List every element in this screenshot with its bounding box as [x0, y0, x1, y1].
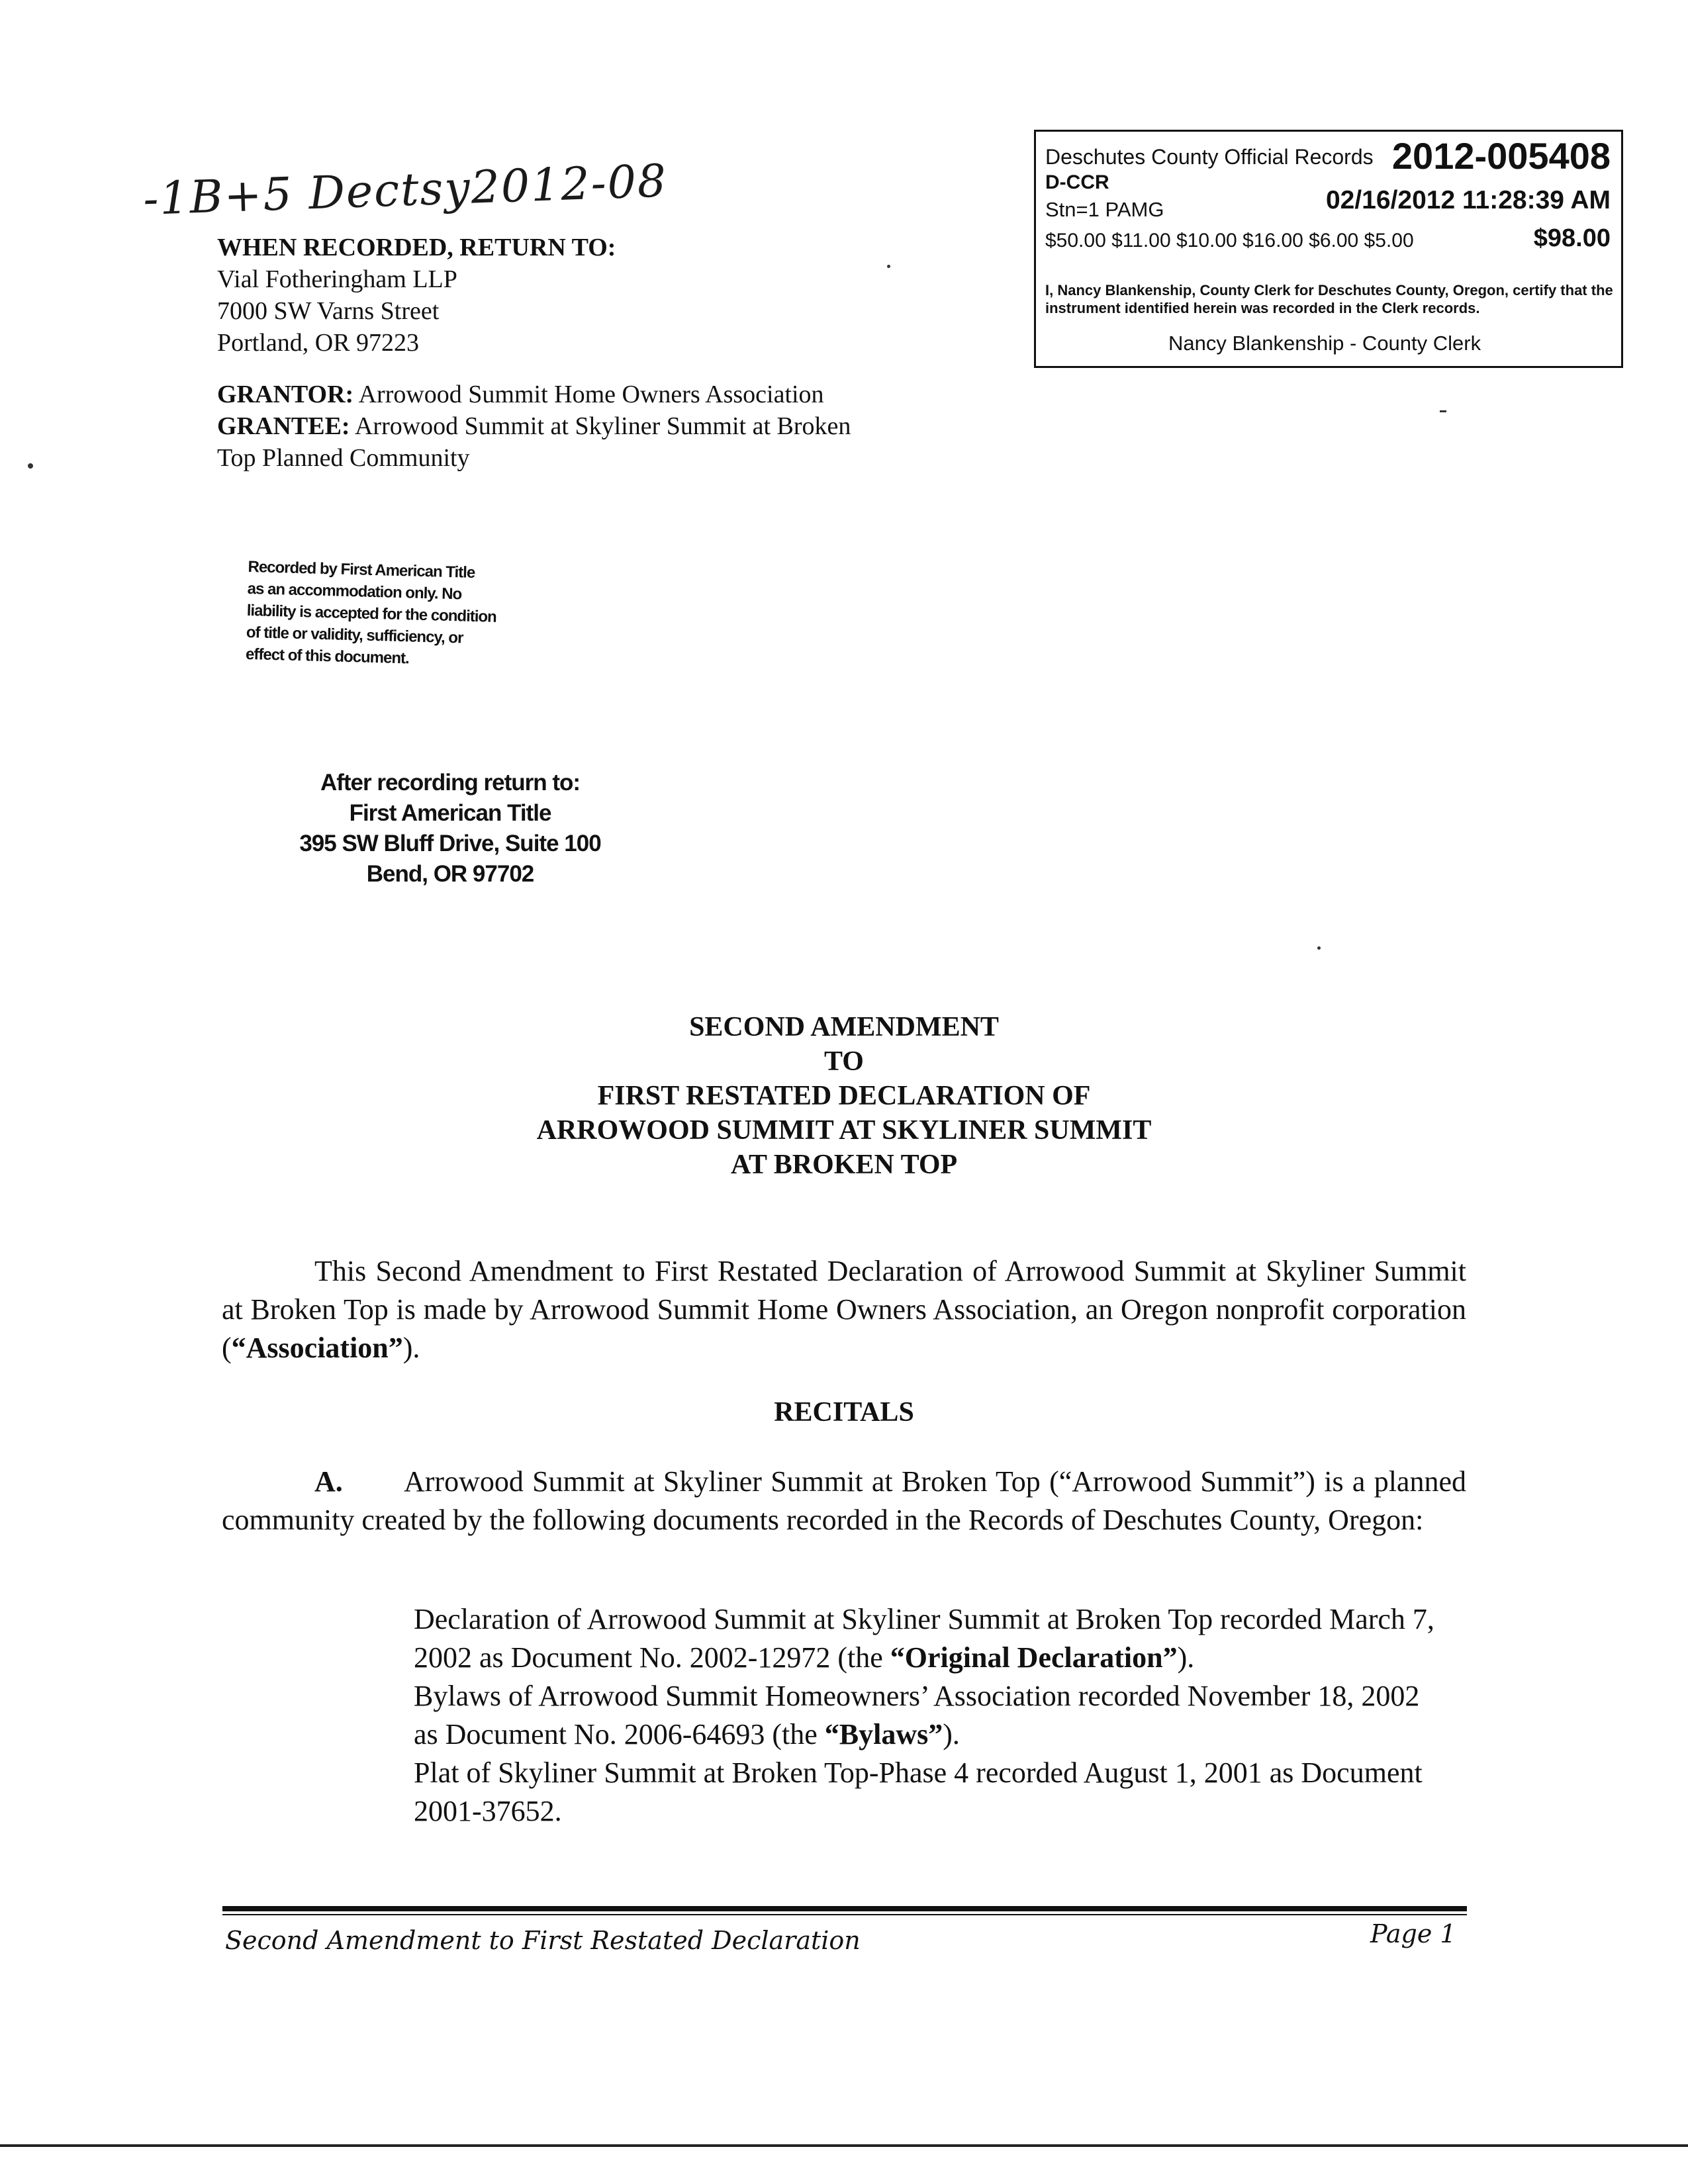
parties-block — [217, 379, 892, 474]
recording-station: Stn=1 PAMG — [1045, 198, 1164, 221]
defined-term-association: “Association” — [231, 1332, 403, 1364]
stamp-line: liability is accepted for the condition — [246, 601, 497, 626]
scan-speck — [1317, 946, 1321, 950]
intro-tail: ). — [402, 1332, 420, 1364]
recitals-heading: RECITALS — [774, 1397, 914, 1428]
intro-paragraph — [222, 1252, 1466, 1367]
return-line: 7000 SW Varns Street — [217, 297, 440, 325]
return-heading: WHEN RECORDED, RETURN TO: — [217, 234, 616, 261]
recital-label: A. — [314, 1465, 343, 1498]
grantee-line — [217, 410, 892, 474]
scan-edge-line — [0, 2144, 1688, 2147]
handwritten-annotation: -1B+5 Dectsy2012-08 — [142, 155, 669, 226]
item-text: Bylaws of Arrowood Summit Homeowners’ Association recorded November 18, 2002 as Document No. 2006-64693 (the — [414, 1680, 1420, 1751]
clerk-certification: I, Nancy Blankenship, County Clerk for Deschutes County, Oregon, certify that the instrument identified herein was recorded in the Clerk records. — [1045, 282, 1613, 316]
item-text: Declaration of Arrowood Summit at Skyliner Summit at Broken Top recorded March 7, 2002 as Document No. 2002-12972 (the — [414, 1603, 1434, 1674]
title-line: TO — [824, 1046, 864, 1077]
return-line: Portland, OR 97223 — [217, 329, 420, 357]
grantee-label: GRANTEE: — [217, 412, 350, 440]
grantee-value: Arrowood Summit at Skyliner Summit at Broken Top Planned Community — [217, 412, 851, 472]
grantor-value: Arrowood Summit Home Owners Association — [358, 381, 824, 408]
footer-rule-thin — [222, 1914, 1467, 1915]
title-line: AT BROKEN TOP — [730, 1150, 958, 1180]
list-item — [414, 1754, 1446, 1831]
after-recording-stamp — [258, 768, 642, 889]
item-tail: ). — [943, 1718, 960, 1751]
item-text: Plat of Skyliner Summit at Broken Top-Phase 4 recorded August 1, 2001 as Document 2001-37652. — [414, 1756, 1423, 1827]
title-line: FIRST RESTATED DECLARATION OF — [597, 1081, 1091, 1111]
title-company-stamp — [246, 556, 553, 673]
stamp-line: as an accommodation only. No — [247, 579, 462, 604]
intro-text: This Second Amendment to First Restated Declaration of Arrowood Summit at Skyliner Summit at Broken Top is made by Arrowood Summit Home Owners Association, an Oregon nonprofit corporation ( — [222, 1255, 1466, 1364]
list-item — [414, 1677, 1446, 1754]
stamp-line: Bend, OR 97702 — [366, 861, 534, 887]
recording-type: D-CCR — [1045, 171, 1109, 193]
title-line: ARROWOOD SUMMIT AT SKYLINER SUMMIT — [536, 1115, 1152, 1146]
records-office-title: Deschutes County Official Records — [1045, 145, 1374, 169]
recording-fees: $50.00 $11.00 $10.00 $16.00 $6.00 $5.00 — [1045, 230, 1414, 251]
stamp-line: First American Title — [349, 800, 551, 826]
defined-term: “Original Declaration” — [890, 1641, 1178, 1674]
list-item — [414, 1600, 1446, 1677]
recording-number: 2012-005408 — [1391, 135, 1611, 177]
scan-speck — [28, 463, 33, 469]
footer-document-name: Second Amendment to First Restated Declaration — [225, 1926, 861, 1955]
document-title — [0, 1010, 1688, 1182]
stamp-line: of title or validity, sufficiency, or — [246, 623, 463, 647]
return-address-block — [217, 232, 616, 359]
scan-speck — [887, 265, 890, 268]
recorded-documents-list — [414, 1600, 1446, 1831]
recital-a — [222, 1463, 1466, 1539]
recording-datetime: 02/16/2012 11:28:39 AM — [1325, 186, 1611, 214]
recording-stamp — [1034, 130, 1623, 368]
defined-term: “Bylaws” — [824, 1718, 943, 1751]
stamp-line: 395 SW Bluff Drive, Suite 100 — [299, 831, 601, 856]
footer-rule — [222, 1906, 1467, 1911]
title-line: SECOND AMENDMENT — [689, 1012, 999, 1042]
recital-a-text: Arrowood Summit at Skyliner Summit at Broken Top (“Arrowood Summit”) is a planned community created by the following documents recorded in the Records of Deschutes County, Oregon: — [222, 1465, 1466, 1536]
grantor-label: GRANTOR: — [217, 381, 354, 408]
item-tail: ). — [1177, 1641, 1195, 1674]
stamp-line: After recording return to: — [320, 770, 581, 796]
recording-total: $98.00 — [1533, 224, 1611, 252]
return-line: Vial Fotheringham LLP — [217, 265, 457, 293]
stamp-line: effect of this document. — [245, 645, 410, 668]
footer-page-number: Page 1 — [1370, 1919, 1456, 1948]
scan-speck — [1440, 410, 1446, 412]
clerk-name: Nancy Blankenship - County Clerk — [1168, 332, 1481, 355]
grantor-line — [217, 379, 892, 410]
stamp-line: Recorded by First American Title — [248, 557, 475, 582]
